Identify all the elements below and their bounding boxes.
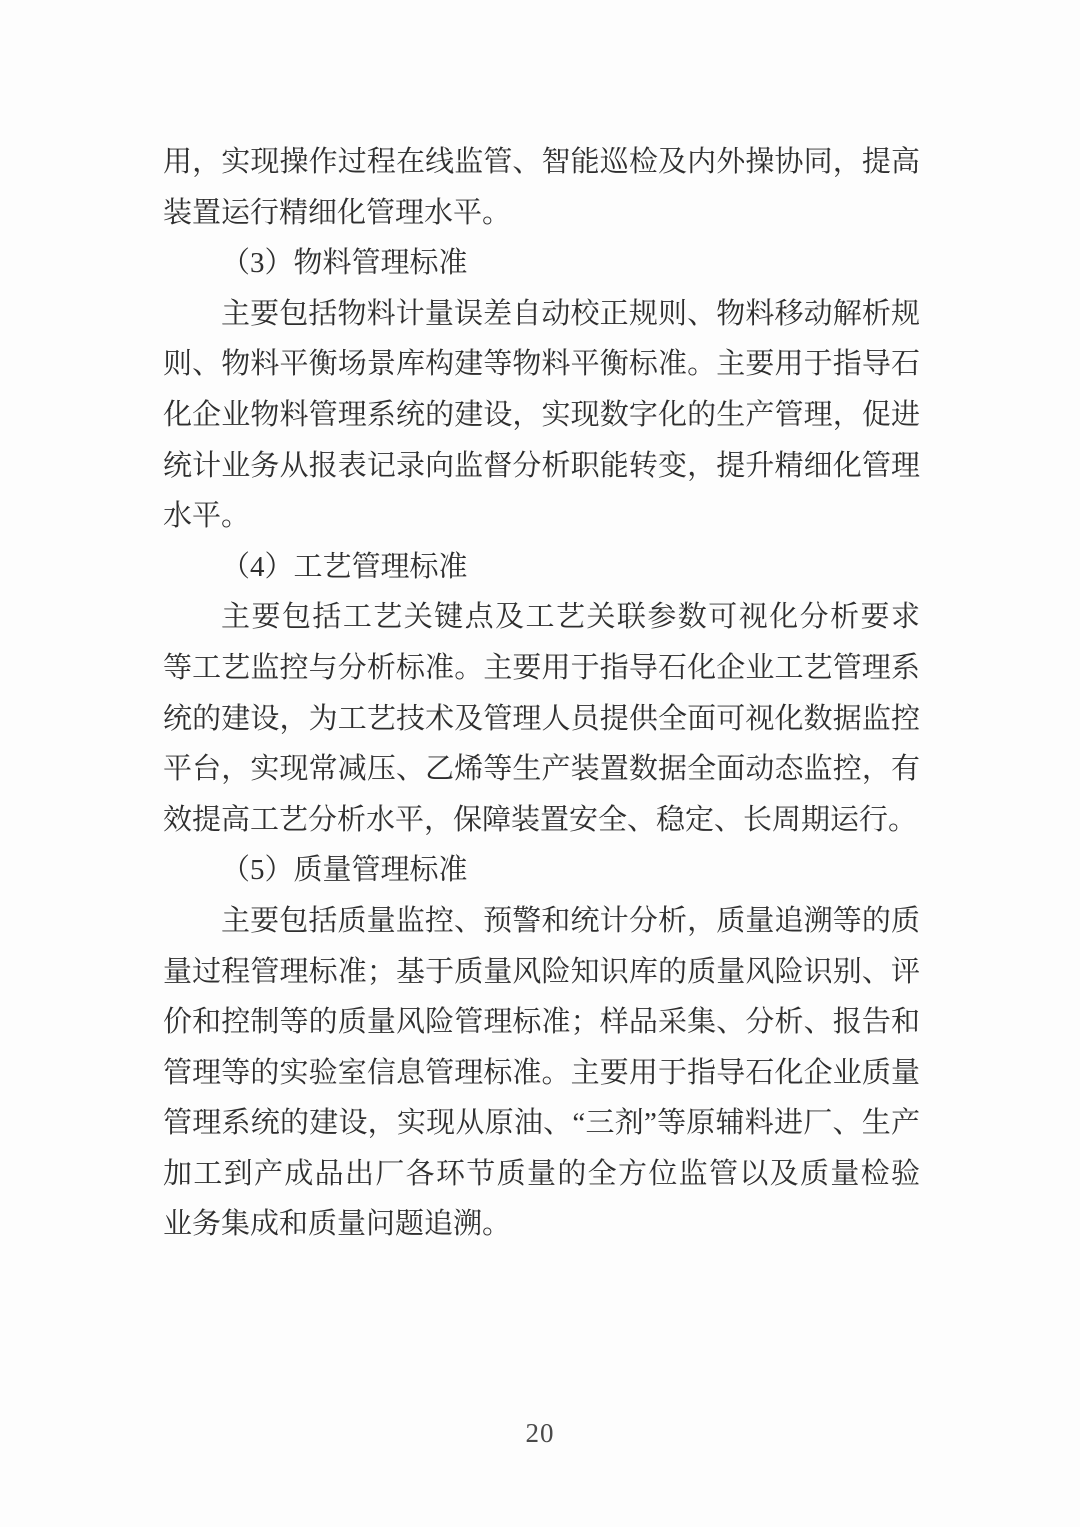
text-line: 主要包括工艺关键点及工艺关联参数可视化分析要求	[221, 601, 920, 634]
text-line: 统计业务从报表记录向监督分析职能转变，提升精细化管理	[163, 449, 920, 482]
section-4	[163, 542, 920, 846]
text-line: 加工到产成品出厂各环节质量的全方位监管以及质量检验	[163, 1157, 920, 1190]
text-line: 主要包括质量监控、预警和统计分析，质量追溯等的质	[221, 904, 920, 937]
text-line: 管理系统的建设，实现从原油、“三剂”等原辅料进厂、生产	[163, 1107, 920, 1140]
text-line: 水平。	[163, 500, 251, 533]
text-line: 量过程管理标准；基于质量风险知识库的质量风险识别、评	[163, 955, 920, 988]
text-line: 统的建设，为工艺技术及管理人员提供全面可视化数据监控	[163, 702, 920, 735]
text-line: 效提高工艺分析水平，保障装置安全、稳定、长周期运行。	[163, 803, 918, 836]
text-line: 等工艺监控与分析标准。主要用于指导石化企业工艺管理系	[163, 651, 920, 684]
body-text	[163, 137, 920, 1250]
page-number: 20	[525, 1418, 555, 1448]
section-3	[163, 238, 920, 542]
text-line: 主要包括物料计量误差自动校正规则、物料移动解析规	[221, 297, 920, 330]
text-line: 管理等的实验室信息管理标准。主要用于指导石化企业质量	[163, 1056, 920, 1089]
text-line: 平台，实现常减压、乙烯等生产装置数据全面动态监控，有	[163, 753, 920, 786]
text-line: 化企业物料管理系统的建设，实现数字化的生产管理，促进	[163, 398, 920, 431]
section-heading-4: （4）工艺管理标准	[221, 550, 468, 583]
text-line: 装置运行精细化管理水平。	[163, 196, 512, 229]
text-line: 业务集成和质量问题追溯。	[163, 1208, 512, 1241]
section-heading-3: （3）物料管理标准	[221, 247, 468, 280]
paragraph-intro	[163, 137, 920, 238]
text-line: 则、物料平衡场景库构建等物料平衡标准。主要用于指导石	[163, 348, 920, 381]
section-5	[163, 845, 920, 1250]
text-line: 价和控制等的质量风险管理标准；样品采集、分析、报告和	[163, 1006, 920, 1039]
text-line: 用，实现操作过程在线监管、智能巡检及内外操协同，提高	[163, 146, 920, 178]
section-heading-5: （5）质量管理标准	[221, 854, 468, 887]
